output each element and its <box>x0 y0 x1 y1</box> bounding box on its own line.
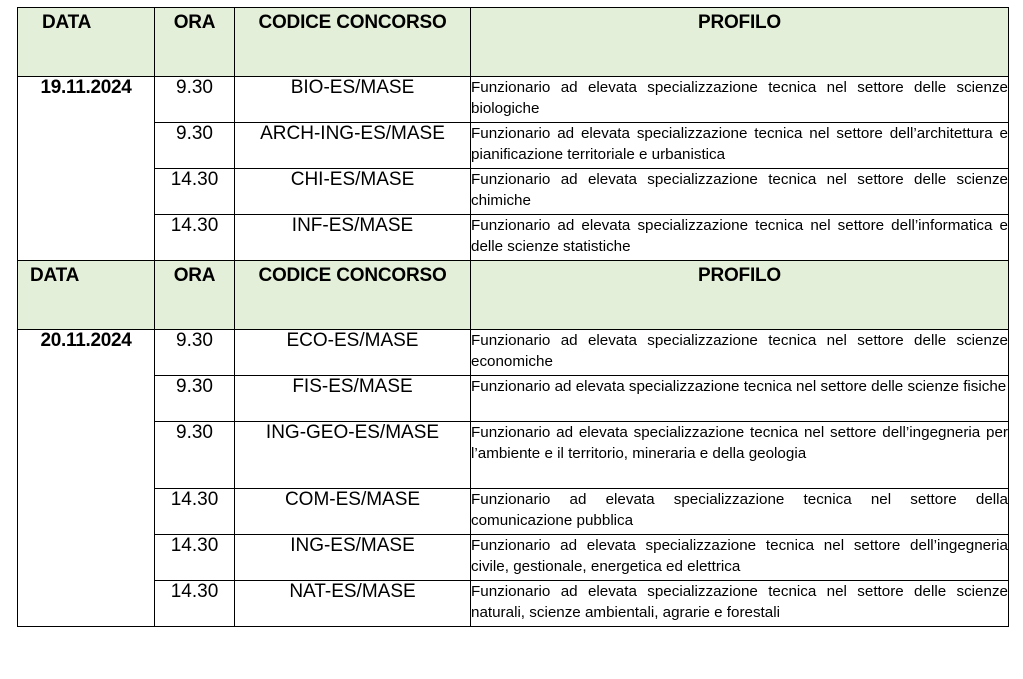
code-cell: INF-ES/MASE <box>235 215 471 261</box>
header-time: ORA <box>155 8 235 77</box>
code-cell: ING-GEO-ES/MASE <box>235 422 471 489</box>
table-row <box>18 535 1009 581</box>
table-row <box>18 330 1009 376</box>
profile-cell: Funzionario ad elevata specializzazione tecnica nel settore dell’informatica e delle scienze statistiche <box>471 215 1009 261</box>
time-cell: 14.30 <box>155 169 235 215</box>
table-row <box>18 77 1009 123</box>
time-cell: 14.30 <box>155 489 235 535</box>
code-cell: CHI-ES/MASE <box>235 169 471 215</box>
table-row <box>18 489 1009 535</box>
table-header-row <box>18 261 1009 330</box>
table-row <box>18 215 1009 261</box>
header-date: DATA <box>18 8 155 77</box>
profile-cell: Funzionario ad elevata specializzazione tecnica nel settore delle scienze fisiche <box>471 376 1009 422</box>
code-cell: ECO-ES/MASE <box>235 330 471 376</box>
code-cell: NAT-ES/MASE <box>235 581 471 627</box>
time-cell: 9.30 <box>155 422 235 489</box>
table-row <box>18 376 1009 422</box>
code-cell: BIO-ES/MASE <box>235 77 471 123</box>
profile-cell: Funzionario ad elevata specializzazione tecnica nel settore dell’ingegneria per l’ambiente e il territorio, mineraria e della geologia <box>471 422 1009 489</box>
header-time: ORA <box>155 261 235 330</box>
code-cell: ARCH-ING-ES/MASE <box>235 123 471 169</box>
profile-cell: Funzionario ad elevata specializzazione tecnica nel settore delle scienze economiche <box>471 330 1009 376</box>
table-row <box>18 581 1009 627</box>
table-header-row <box>18 8 1009 77</box>
time-cell: 9.30 <box>155 376 235 422</box>
profile-cell: Funzionario ad elevata specializzazione tecnica nel settore della comunicazione pubblica <box>471 489 1009 535</box>
profile-cell: Funzionario ad elevata specializzazione tecnica nel settore dell’ingegneria civile, gestionale, energetica ed elettrica <box>471 535 1009 581</box>
time-cell: 14.30 <box>155 535 235 581</box>
header-profile: PROFILO <box>471 8 1009 77</box>
header-date: DATA <box>18 261 155 330</box>
code-cell: COM-ES/MASE <box>235 489 471 535</box>
table-row <box>18 169 1009 215</box>
code-cell: FIS-ES/MASE <box>235 376 471 422</box>
table-row <box>18 123 1009 169</box>
profile-cell: Funzionario ad elevata specializzazione tecnica nel settore delle scienze biologiche <box>471 77 1009 123</box>
date-cell: 20.11.2024 <box>18 330 155 627</box>
exam-schedule-table <box>17 7 1009 627</box>
date-cell: 19.11.2024 <box>18 77 155 261</box>
code-cell: ING-ES/MASE <box>235 535 471 581</box>
time-cell: 14.30 <box>155 215 235 261</box>
header-profile: PROFILO <box>471 261 1009 330</box>
time-cell: 9.30 <box>155 77 235 123</box>
profile-cell: Funzionario ad elevata specializzazione tecnica nel settore dell’architettura e pianificazione territoriale e urbanistica <box>471 123 1009 169</box>
time-cell: 9.30 <box>155 123 235 169</box>
profile-cell: Funzionario ad elevata specializzazione tecnica nel settore delle scienze chimiche <box>471 169 1009 215</box>
time-cell: 14.30 <box>155 581 235 627</box>
time-cell: 9.30 <box>155 330 235 376</box>
table-row <box>18 422 1009 489</box>
header-code: CODICE CONCORSO <box>235 8 471 77</box>
header-code: CODICE CONCORSO <box>235 261 471 330</box>
profile-cell: Funzionario ad elevata specializzazione tecnica nel settore delle scienze naturali, scienze ambientali, agrarie e forestali <box>471 581 1009 627</box>
